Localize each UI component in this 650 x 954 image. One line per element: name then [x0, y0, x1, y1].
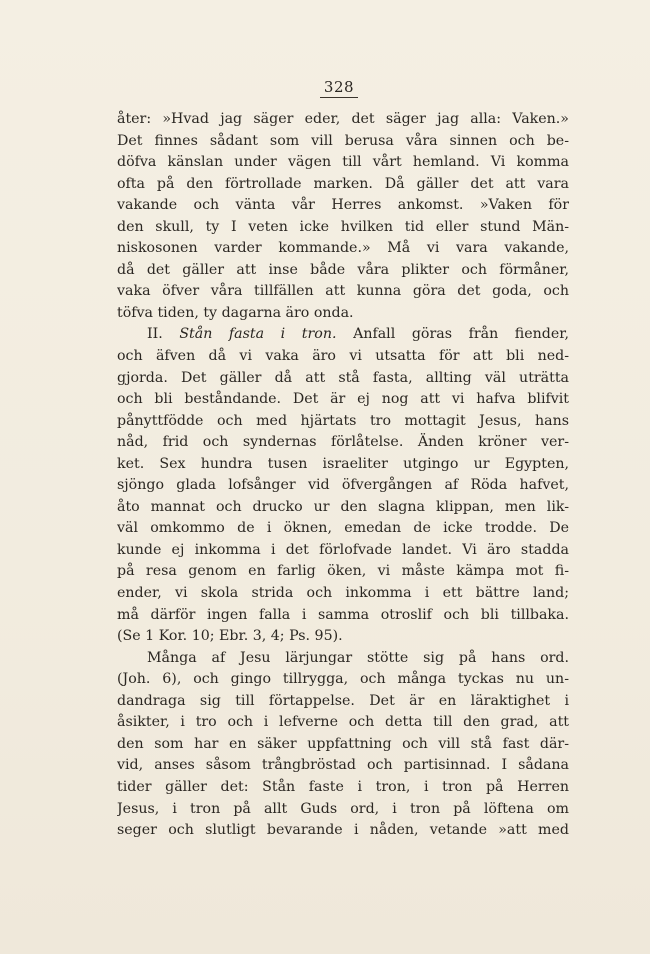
text-line: den som har en säker uppfattning och vill stå fast där- [117, 735, 569, 752]
text-line: må därför ingen falla i samma otroslif och bli tillbaka. [117, 606, 569, 623]
text-line: åto mannat och drucko ur den slagna klippan, men lik- [117, 498, 569, 515]
page-number-text: 328 [320, 78, 358, 98]
text-line: vid, anses såsom trångbröstad och partisinnad. I sådana [117, 757, 569, 774]
text-line: Jesus, i tron på allt Guds ord, i tron på löftena om [117, 800, 569, 817]
section-numeral: II. [147, 326, 180, 343]
text-line: på resa genom en farlig öken, vi måste kämpa mot fi- [117, 563, 569, 580]
text-line: vakande och vänta vår Herres ankomst. »Vaken för [117, 197, 569, 214]
text-line: ket. Sex hundra tusen israeliter utgingo ur Egypten, [117, 455, 569, 472]
text-line: töfva tiden, ty dagarna äro onda. [117, 304, 354, 321]
text-line: och bli beståndande. Det är ej nog att vi hafva blifvit [117, 391, 569, 408]
section-rest: Anfall göras från fiender, [336, 326, 569, 343]
text-line: dandraga sig till förtappelse. Det är en läraktighet i [117, 692, 569, 709]
page-number [0, 78, 650, 98]
body-text [117, 109, 569, 842]
text-line: Det finnes sådant som vill berusa våra sinnen och be- [117, 132, 569, 149]
text-line: vaka öfver våra tillfällen att kunna göra det goda, och [117, 283, 569, 300]
text-line: då det gäller att inse både våra plikter och förmåner, [117, 261, 569, 278]
text-line: åter: »Hvad jag säger eder, det säger jag alla: Vaken.» [117, 111, 569, 127]
text-line: döfva känslan under vägen till vårt hemland. Vi komma [117, 154, 569, 171]
text-line: nåd, frid och syndernas förlåtelse. Änden kröner ver- [117, 434, 569, 451]
text-line: sjöngo glada lofsånger vid öfvergången af Röda hafvet, [117, 477, 569, 494]
text-line: seger och slutligt bevarande i nåden, vetande »att med [117, 822, 569, 839]
text-line: gjorda. Det gäller då att stå fasta, allting väl uträtta [117, 369, 569, 386]
section-title: Stån fasta i tron. [179, 326, 337, 343]
text-line: den skull, ty I veten icke hvilken tid eller stund Män- [117, 218, 569, 235]
text-line: niskosonen varder kommande.» Må vi vara vakande, [117, 240, 569, 257]
text-line: ofta på den förtrollade marken. Då gäller det att vara [117, 175, 569, 192]
text-line: och äfven då vi vaka äro vi utsatta för att bli ned- [117, 348, 569, 365]
text-line: ender, vi skola strida och inkomma i ett bättre land; [117, 585, 569, 602]
text-line: Många af Jesu lärjungar stötte sig på hans ord. [147, 649, 569, 666]
text-line: (Se 1 Kor. 10; Ebr. 3, 4; Ps. 95). [117, 628, 343, 645]
text-line: pånyttfödde och med hjärtats tro mottagit Jesus, hans [117, 412, 569, 429]
section-heading-line [117, 324, 569, 346]
text-line: åsikter, i tro och i lefverne och detta till den grad, att [117, 714, 569, 731]
text-line: väl omkommo de i öknen, emedan de icke trodde. De [117, 520, 569, 537]
text-line: kunde ej inkomma i det förlofvade landet. Vi äro stadda [117, 541, 569, 558]
text-line: tider gäller det: Stån faste i tron, i tron på Herren [117, 778, 569, 795]
text-line: (Joh. 6), och gingo tillrygga, och många tyckas nu un- [117, 671, 569, 688]
